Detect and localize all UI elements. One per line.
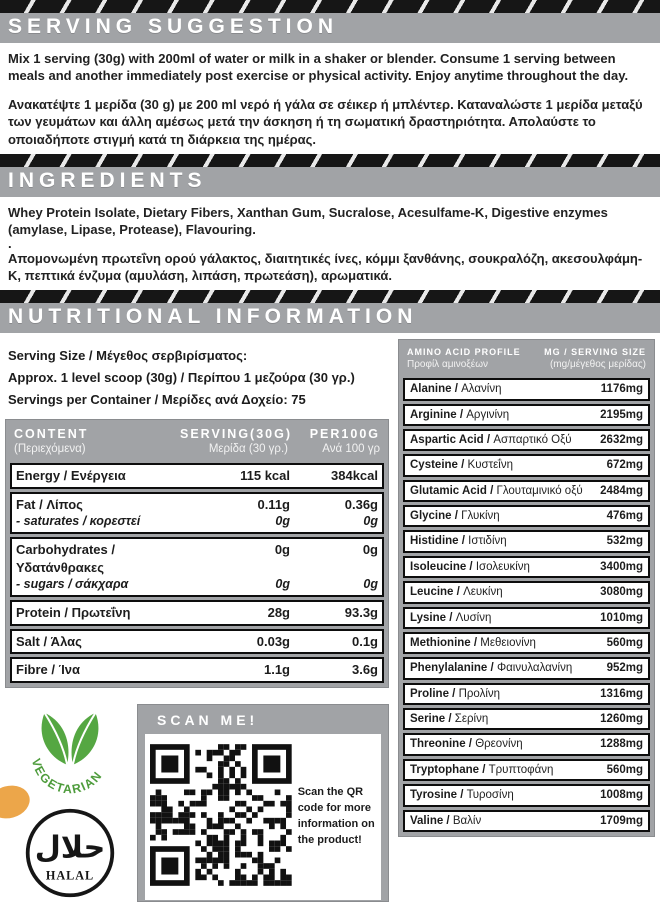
diagonal-stripe-bar [0,0,660,13]
diagonal-stripe-bar [0,290,660,303]
table-row [10,629,384,655]
diagonal-stripe-bar [0,154,660,167]
nutrient-per100-value: 0.36g [344,496,378,512]
amino-value: 476mg [606,510,643,523]
nutrient-name: Fibre / Ίνα [16,662,80,678]
table-row [10,657,384,683]
serving-approx-line: Approx. 1 level scoop (30g) / Περίπου 1 μεζούρα (30 γρ.) [8,370,355,386]
amino-value: 1316mg [600,687,643,700]
amino-row [403,607,650,629]
amino-row [403,530,650,552]
amino-name: Aspartic Acid / Ασπαρτικό Οξύ [410,433,572,446]
amino-value: 1010mg [600,611,643,624]
amino-row [403,404,650,426]
amino-name: Methionine / Μεθειονίνη [410,636,536,649]
servings-per-container: Servings per Container / Μερίδες ανά Δοχείο: 75 [8,392,306,408]
scan-me-title: SCAN ME! [157,711,259,728]
amino-value: 1288mg [600,738,643,751]
amino-value: 1709mg [600,814,643,827]
amino-name: Proline / Προλίνη [410,687,501,700]
nutrient-sub-serving-value: 0g [275,514,290,529]
serving-suggestion-text-gr: Ανακατέψτε 1 μερίδα (30 g) με 200 ml νερό ή γάλα σε σέικερ ή μπλέντερ. Καταναλώστε 1 μερίδα μεταξύ των γευμάτων και άλλη αμέσως μετά την άσκηση ή τη σωματική δραστηριότητα. Απολαύστε το οποιαδήποτε στιγμή κατά τη διάρκεια της ημέρας. [8,97,643,147]
amino-value: 532mg [606,535,643,548]
serving-suggestion-header: SERVING SUGGESTION [0,13,660,43]
nutritional-information-header: NUTRITIONAL INFORMATION [0,303,660,333]
amino-profile-header: AMINO ACID PROFILE [407,347,521,358]
amino-value: 560mg [606,636,643,649]
table-row [10,463,384,489]
amino-name: Histidine / Ιστιδίνη [410,535,507,548]
nutrient-per100-value: 3.6g [351,662,378,678]
amino-name: Tyrosine / Τυροσίνη [410,789,514,802]
amino-name: Threonine / Θρεονίνη [410,738,523,751]
serving-col-header: SERVING(30G) [180,427,292,442]
table-row [10,537,384,597]
amino-row [403,556,650,578]
nutrient-name: Energy / Ενέργεια [16,468,126,484]
amino-mg-header: MG / SERVING SIZE [544,347,646,358]
amino-row [403,632,650,654]
amino-rows [403,378,650,832]
nutrient-sub-per100-value: 0g [363,577,378,592]
ingredients-header: INGREDIENTS [0,167,660,197]
amino-name: Isoleucine / Ισολευκίνη [410,560,530,573]
amino-row [403,784,650,806]
amino-value: 1008mg [600,789,643,802]
amino-name: Serine / Σερίνη [410,713,489,726]
amino-row [403,759,650,781]
nutrient-name: Protein / Πρωτεΐνη [16,605,131,621]
serving-suggestion-text-en: Mix 1 serving (30g) with 200ml of water or milk in a shaker or blender. Consume 1 serving between meals and another immediately post exercise or physical activity. Enjoy anytime throughout the day. [8,51,629,84]
qr-code [150,739,292,891]
amino-row [403,683,650,705]
nutrient-serving-value: 0.11g [257,496,290,512]
nutrient-serving-value: 0g [274,542,290,558]
amino-row [403,733,650,755]
amino-value: 672mg [606,459,643,472]
amino-row [403,810,650,832]
nutrient-name: Salt / Άλας [16,633,82,649]
amino-value: 1176mg [600,383,643,396]
amino-row [403,454,650,476]
amino-name: Lysine / Λυσίνη [410,611,492,624]
table-row [10,600,384,626]
amino-row [403,708,650,730]
amino-row [403,505,650,527]
amino-row [403,581,650,603]
amino-name: Arginine / Αργινίνη [410,408,510,421]
amino-value: 2632mg [600,433,643,446]
nutrient-subname: - sugars / σάκχαρα [16,577,129,592]
nutrient-per100-value: 0.1g [351,633,378,649]
vegetarian-icon [21,704,119,800]
amino-name: Tryptophane / Τρυπτοφάνη [410,763,554,776]
amino-row [403,657,650,679]
nutrient-per100-value: 0g [362,542,378,558]
qr-caption: Scan the QR code for more information on the product! [297,785,375,846]
amino-value: 2484mg [600,484,643,497]
nutrient-name: Carbohydrates / Υδατάνθρακες [16,542,115,575]
table-row [10,492,384,534]
amino-table-header: AMINO ACID PROFILE Προφίλ αμινοξέων MG / SERVING SIZE (mg/μέγεθος μερίδας) [407,347,646,371]
amino-value: 560mg [606,763,643,776]
amino-name: Glycine / Γλυκίνη [410,510,500,523]
serving-size-label: Serving Size / Μέγεθος σερβιρίσματος: [8,348,248,364]
ingredients-text-gr: Απομονωμένη πρωτεΐνη ορού γάλακτος, διαιτητικές ίνες, κόμμι ξανθάνης, σουκραλόζη, ακεσουλφάμη-Κ, πεπτικά ένζυμα (αμυλάση, λιπάση, πρωτεάση), αρωματικά. [8,250,643,284]
ingredients-text-en: Whey Protein Isolate, Dietary Fibers, Xanthan Gum, Sucralose, Acesulfame-K, Digestive enzymes (amylase, Lipase, Protease), Flavouring. [8,204,608,237]
scan-me-panel [137,704,389,902]
amino-value: 2195mg [600,408,643,421]
nutrient-serving-value: 115 kcal [240,468,290,484]
nutrient-per100-value: 93.3g [344,605,378,621]
amino-name: Glutamic Acid / Γλουταμινικό οξύ [410,484,583,497]
amino-value: 3400mg [600,560,643,573]
amino-row [403,480,650,502]
nutrient-sub-per100-value: 0g [363,514,378,529]
per100-col-header: PER100G [309,427,380,442]
amino-acid-table [398,339,655,837]
amino-value: 952mg [606,662,643,675]
content-table-rows [10,463,384,683]
amino-name: Phenylalanine / Φαινυλαλανίνη [410,662,573,675]
stray-dot: . [8,236,12,252]
amino-name: Alanine / Αλανίνη [410,383,502,396]
content-col-header: CONTENT [14,427,89,442]
nutrient-serving-value: 1.1g [263,662,290,678]
content-table-header: CONTENT (Περιεχόμενα) SERVING(30G) Μερίδα (30 γρ.) PER100G Ανά 100 γρ [14,427,380,456]
amino-row [403,429,650,451]
halal-icon [23,806,117,900]
amino-value: 3080mg [600,586,643,599]
vegetarian-arc-text: VEGETARIAN [28,756,106,797]
nutrient-subname: - saturates / κορεστεί [16,514,141,529]
halal-arabic-text: حلال [34,830,106,866]
amino-name: Leucine / Λευκίνη [410,586,503,599]
halal-label: HALAL [45,868,95,883]
nutrient-serving-value: 28g [267,605,290,621]
nutrient-name: Fat / Λίπος [16,496,83,512]
amino-name: Cysteine / Κυστεΐνη [410,459,513,472]
amino-row [403,378,650,400]
nutrient-per100-value: 384kcal [331,468,378,484]
nutrient-sub-serving-value: 0g [275,577,290,592]
content-table [5,419,389,688]
amino-name: Valine / Βαλίν [410,814,482,827]
amino-value: 1260mg [600,713,643,726]
nutrient-serving-value: 0.03g [256,633,290,649]
